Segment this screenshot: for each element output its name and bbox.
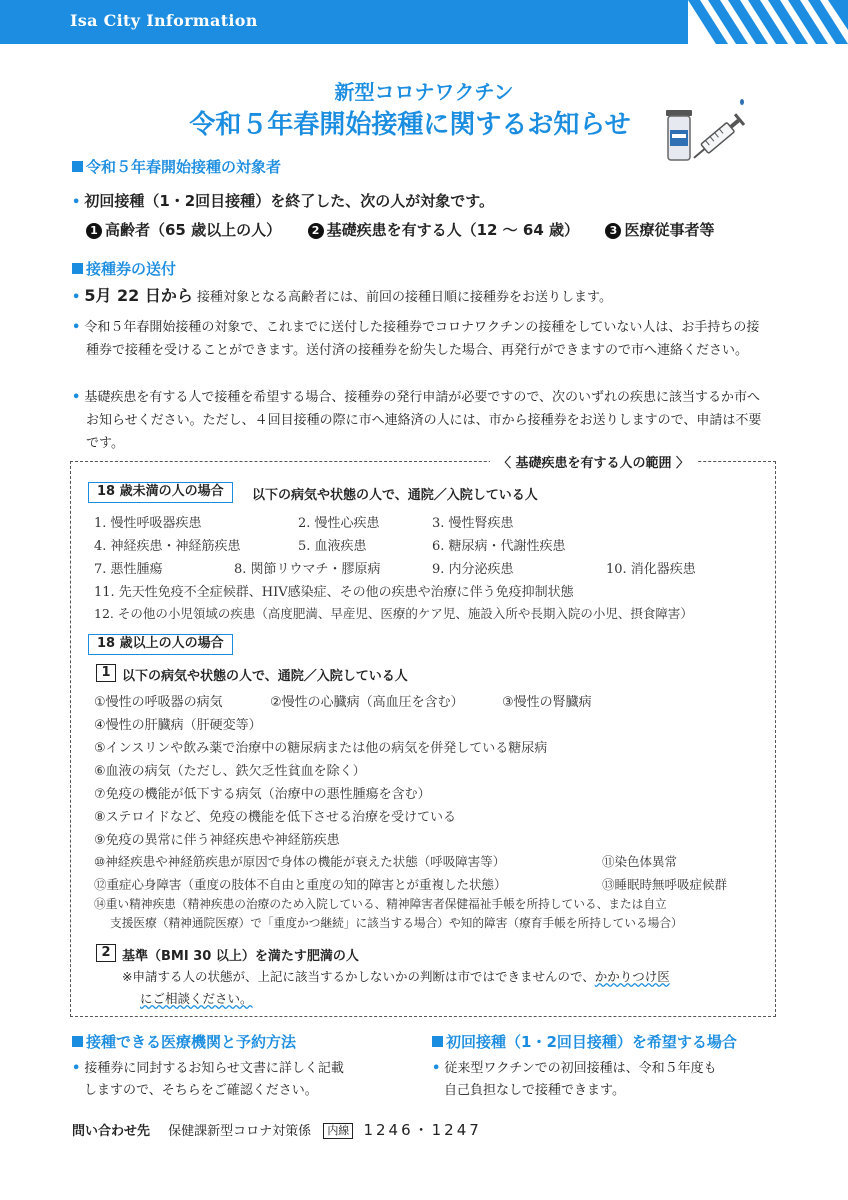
list-item: 12. その他の小児領域の疾患（高度肥満、早産児、医療的ケア児、施設入所や長期入院の小児、摂食障害） xyxy=(94,606,693,621)
contact-footer xyxy=(72,1119,482,1140)
initial-text: • 従来型ワクチンでの初回接種は、令和５年度も 自己負担なしで接種できます。 xyxy=(432,1061,717,1098)
list-item: ⑤インスリンや飲み薬で治療中の糖尿病または他の病気を併発している糖尿病 xyxy=(94,741,548,756)
list-item: ⑨免疫の異常に伴う神経疾患や神経筋疾患 xyxy=(94,833,340,848)
vaccine-syringe-icon xyxy=(660,96,752,166)
under18-label: 18 歳未満の人の場合 xyxy=(88,482,233,503)
bullet-icon: • xyxy=(72,320,81,335)
brand-title: Isa City Information xyxy=(70,11,258,30)
target-list xyxy=(86,219,714,242)
phone-extension: 1246・1247 xyxy=(363,1121,482,1139)
list-item: ⑭重い精神疾患（精神疾患の治療のため入院している、精神障害者保健福祉手帳を所持している、または自立 xyxy=(94,897,667,911)
section-heading-ticket: 接種券の送付 xyxy=(72,258,176,279)
ticket-date-line: • 5月 22 日から 接種対象となる高齢者には、前回の接種日順に接種券をお送りします。 xyxy=(72,286,612,305)
list-item: ④慢性の肝臓病（肝硬変等） xyxy=(94,718,262,733)
sub-number-box: 2 xyxy=(96,944,116,962)
list-item: ⑥血液の病気（ただし、鉄欠乏性貧血を除く） xyxy=(94,764,366,779)
list-item: 11. 先天性免疫不全症候群、HIV感染症、その他の疾患や治療に伴う免疫抑制状態 xyxy=(94,585,574,600)
square-bullet-icon xyxy=(72,263,83,274)
over18-label: 18 歳以上の人の場合 xyxy=(88,634,233,655)
list-item: ⑧ステロイドなど、免疫の機能を低下させる治療を受けている xyxy=(94,810,457,825)
stripes-decoration xyxy=(688,0,848,44)
target-intro: • 初回接種（1・2回目接種）を終了した、次の人が対象です。 xyxy=(72,192,494,210)
under18-desc: 以下の病気や状態の人で、通院／入院している人 xyxy=(252,488,538,503)
section-heading-clinics: 接種できる医療機関と予約方法 xyxy=(72,1031,296,1052)
ticket-paragraph-2: • 基礎疾患を有する人で接種を希望する場合、接種券の発行申請が必要ですので、次のいずれの疾患に該当するか市へお知らせください。ただし、４回目接種の際に市へ連絡済の人には、市から接種券をお送りしますので、申請は不要です。 xyxy=(72,390,762,451)
page-title: 令和５年春開始接種に関するお知らせ xyxy=(189,110,631,140)
over18-sub1-desc: 以下の病気や状態の人で、通院／入院している人 xyxy=(122,669,408,684)
section-heading-initial: 初回接種（1・2回目接種）を希望する場合 xyxy=(432,1031,737,1052)
extension-badge: 内線 xyxy=(323,1123,353,1139)
bullet-icon: • xyxy=(72,1061,81,1076)
target-item: 3 医療従事者等 xyxy=(605,221,714,239)
contact-department: 保健課新型コロナ対策係 xyxy=(168,1124,312,1139)
condition-range-title: 〈 基礎疾患を有する人の範囲 〉 xyxy=(490,452,697,471)
contact-label: 問い合わせ先 xyxy=(72,1124,151,1139)
section-heading-target: 令和５年春開始接種の対象者 xyxy=(72,156,281,177)
target-item: 2 基礎疾患を有する人（12 ～ 64 歳） xyxy=(308,221,579,239)
list-item: 支援医療（精神通院医療）で「重度かつ継続」に該当する場合）や知的障害（療育手帳を所持している場合） xyxy=(110,916,683,930)
page-subtitle: 新型コロナワクチン xyxy=(334,80,514,104)
over18-sub2-desc: 基準（BMI 30 以上）を満たす肥満の人 xyxy=(122,949,359,964)
ticket-paragraph-1: • 令和５年春開始接種の対象で、これまでに送付した接種券でコロナワクチンの接種をしていない人は、お手持ちの接種券で接種を受けることができます。送付済の接種券を紛失した場合、再発行ができますので市へ連絡ください。 xyxy=(72,320,760,358)
square-bullet-icon xyxy=(432,1036,443,1047)
bullet-icon: • xyxy=(72,195,81,210)
list-item: ⑦免疫の機能が低下する病気（治療中の悪性腫瘍を含む） xyxy=(94,787,431,802)
bullet-icon: • xyxy=(72,390,81,405)
square-bullet-icon xyxy=(72,161,83,172)
bullet-icon: • xyxy=(432,1061,441,1076)
bullet-icon: • xyxy=(72,290,81,305)
top-banner xyxy=(0,0,848,44)
square-bullet-icon xyxy=(72,1036,83,1047)
consult-note: ※申請する人の状態が、上記に該当するかしないかの判断は市ではできませんので、かかりつけ医 にご相談ください。 xyxy=(122,969,670,1006)
sub-number-box: 1 xyxy=(96,664,116,682)
target-item: 1 高齢者（65 歳以上の人） xyxy=(86,221,281,239)
clinics-text: • 接種券に同封するお知らせ文書に詳しく記載 しますので、そちらをご確認ください。 xyxy=(72,1061,344,1098)
